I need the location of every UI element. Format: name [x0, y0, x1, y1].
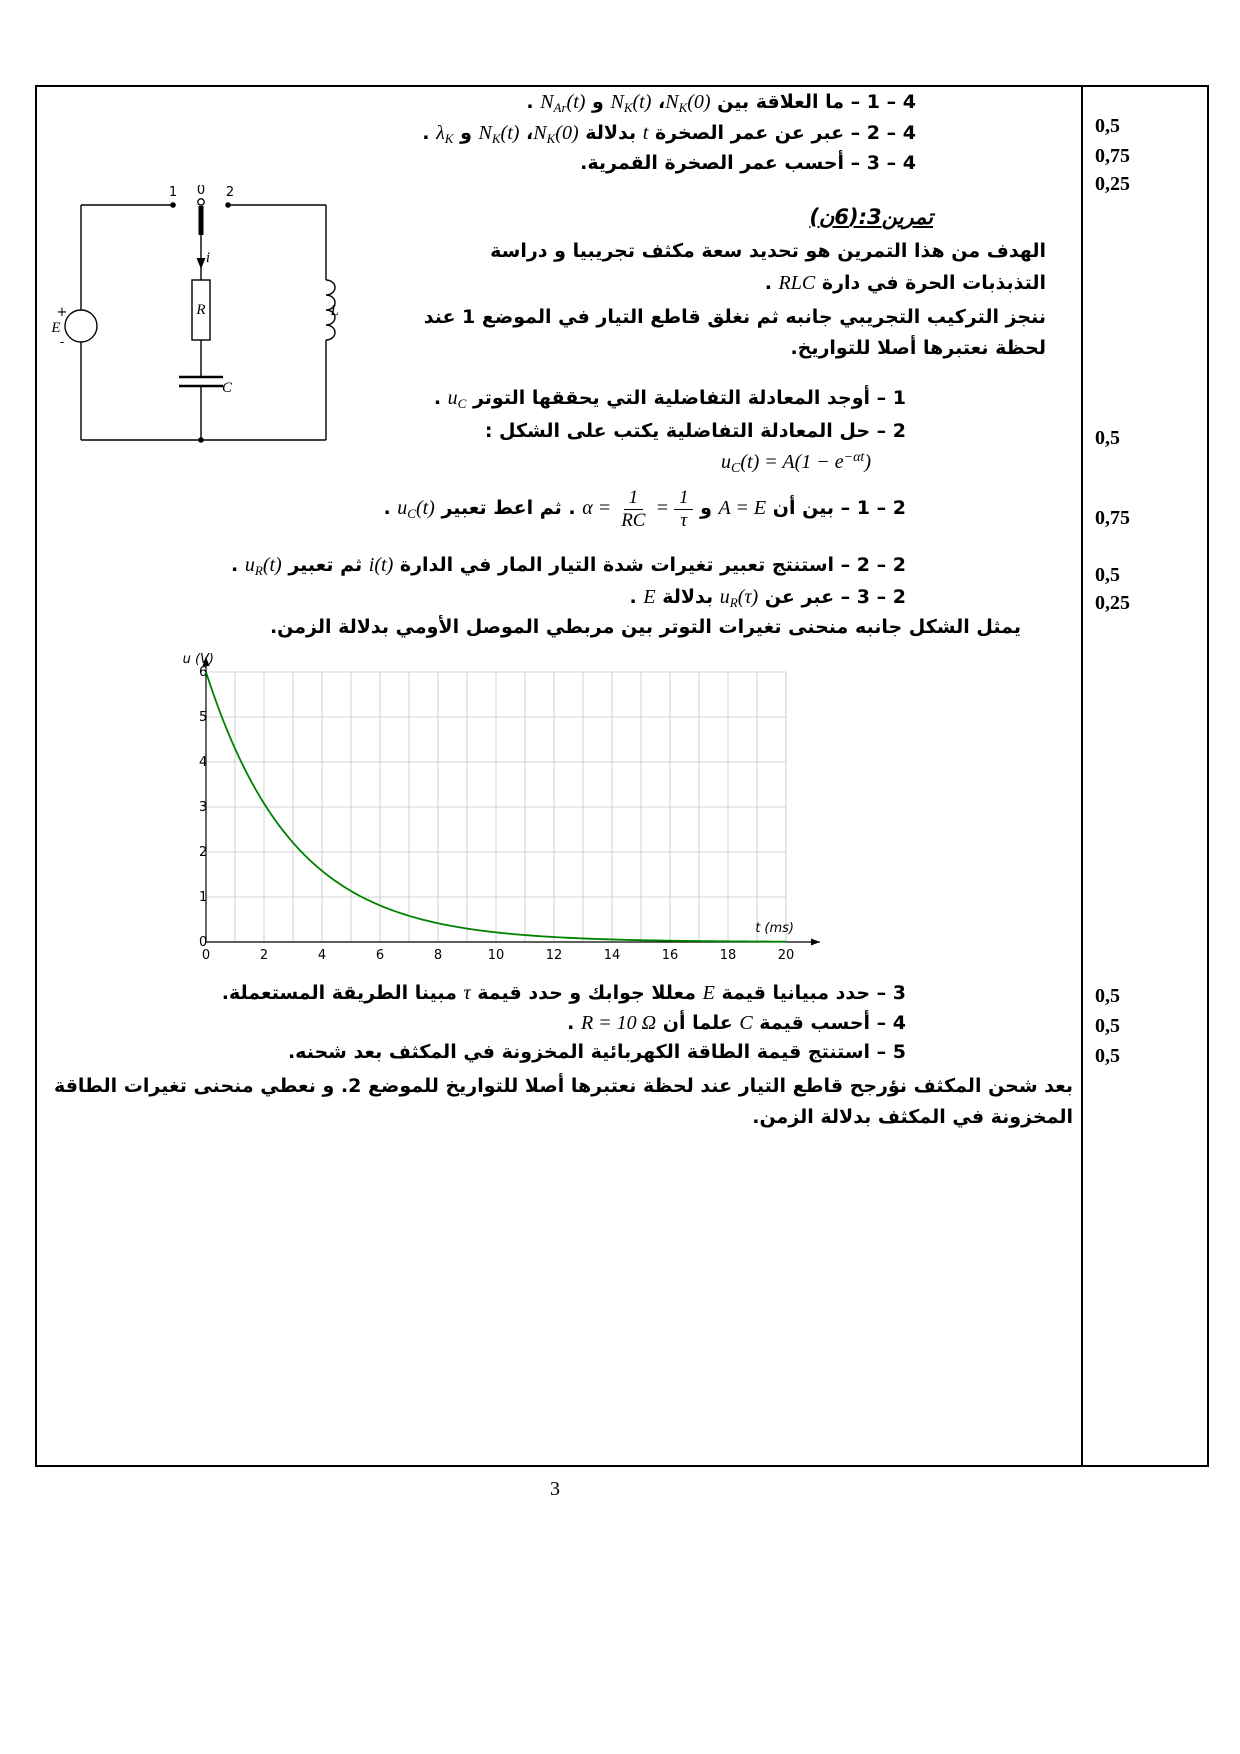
- text-segment: ثم تعبير: [281, 554, 369, 576]
- math-expression: [436, 122, 453, 144]
- switch-pivot: [198, 199, 204, 205]
- question-3: [222, 980, 906, 1007]
- math-expression: [779, 272, 816, 294]
- question-4: [567, 1010, 906, 1037]
- x-tick-label: 20: [777, 948, 795, 963]
- text-segment: .: [433, 387, 448, 409]
- x-tick-label: 0: [201, 948, 211, 963]
- math-segment: (t): [415, 496, 435, 519]
- math-segment: N: [533, 122, 547, 144]
- mark-value: 0,25: [1095, 173, 1130, 195]
- text-segment: و: [585, 91, 611, 113]
- exercise-3-intro-line-2: [765, 270, 1046, 297]
- y-tick-label: 2: [199, 845, 208, 860]
- junction-node: [198, 437, 204, 443]
- math-segment: K: [678, 100, 688, 115]
- math-segment: λ: [436, 122, 445, 144]
- text-segment: ،: [651, 91, 666, 113]
- text-segment: و: [453, 122, 479, 144]
- text-segment: .: [629, 586, 644, 608]
- math-segment: α =: [582, 496, 617, 519]
- math-segment: τ: [463, 982, 471, 1004]
- page-frame: [35, 85, 1209, 1467]
- exercise-3-intro-line-3: ننجز التركيب التجريبي جانبه ثم نغلق قاطع التيار في الموضع 1 عند: [423, 306, 1046, 328]
- voltage-time-graph: [176, 647, 851, 981]
- x-tick-label: 6: [375, 948, 385, 963]
- text-segment: 2 – 2 – استنتج تعبير تغيرات شدة التيار المار في الدارة: [393, 554, 906, 576]
- math-segment: (t): [566, 91, 586, 113]
- math-segment: u: [244, 554, 255, 576]
- text-segment: مبينا الطريقة المستعملة.: [221, 982, 464, 1004]
- x-tick-label: 4: [317, 948, 327, 963]
- mark-value: 0,25: [1095, 592, 1130, 614]
- x-tick-label: 10: [487, 948, 505, 963]
- math-segment: K: [491, 131, 501, 146]
- fraction-numerator: 1: [624, 487, 644, 510]
- exercise-3-intro-line-1: الهدف من هذا التمرين هو تحديد سعة مكثف تجريبيا و دراسة: [490, 240, 1046, 262]
- math-expression: [720, 586, 758, 608]
- text-segment: علما أن: [656, 1012, 740, 1034]
- math-segment: Ar: [553, 100, 567, 115]
- solution-formula: [721, 449, 871, 477]
- text-segment: التذبذبات الحرة في دارة: [815, 272, 1046, 294]
- capacitor-label: C: [221, 380, 232, 396]
- math-segment: −αt: [843, 450, 865, 465]
- switch-position-0-label: 0: [196, 185, 206, 198]
- math-segment: C: [731, 461, 741, 476]
- math-segment: i(t): [368, 554, 394, 576]
- math-segment: N: [478, 122, 492, 144]
- x-tick-label: 8: [433, 948, 443, 963]
- closing-line-2: المخزونة في المكثف بدلالة الزمن.: [752, 1106, 1073, 1128]
- question-2-1: [383, 487, 906, 532]
- source-label: E: [51, 320, 61, 336]
- math-expression: [533, 122, 578, 144]
- math-segment: u: [447, 387, 458, 409]
- math-expression: [369, 554, 393, 576]
- text-segment: 1 – أوجد المعادلة التفاضلية التي يحققها التوتر: [466, 387, 906, 409]
- math-expression: [582, 487, 693, 531]
- math-expression: [703, 982, 715, 1004]
- math-expression: [540, 91, 585, 113]
- math-segment: K: [444, 131, 454, 146]
- switch-position-1-label: 1: [168, 185, 178, 200]
- closing-line-1: بعد شحن المكثف نؤرجح قاطع التيار عند لحظة نعتبرها أصلا للتواريخ للموضع 2. و نعطي منحنى تغيرات الطاقة: [53, 1075, 1073, 1097]
- math-segment: K: [546, 131, 556, 146]
- switch-contact-2: [225, 202, 231, 208]
- math-segment: N: [610, 91, 624, 113]
- chart-svg: [176, 647, 851, 977]
- math-segment: (0): [687, 91, 711, 113]
- math-expression: [245, 554, 282, 576]
- text-segment: 3 – حدد مبيانيا قيمة: [714, 982, 906, 1004]
- math-segment: N: [665, 91, 679, 113]
- math-segment: C: [457, 396, 467, 411]
- text-segment: معللا جوابك و حدد قيمة: [470, 982, 703, 1004]
- math-expression: [719, 497, 767, 519]
- math-expression: [643, 586, 655, 608]
- y-tick-label: 6: [199, 665, 208, 680]
- x-tick-label: 12: [545, 948, 563, 963]
- fraction-denominator: τ: [680, 509, 688, 531]
- math-segment: u: [397, 496, 408, 519]
- math-segment: (t): [500, 122, 520, 144]
- text-segment: ،: [519, 122, 534, 144]
- exercise-3-title: تمرين3:(6ن): [809, 205, 933, 229]
- math-segment: A = E: [718, 496, 767, 519]
- x-axis-title: t (ms): [755, 921, 794, 936]
- text-segment: 2 – 1 – بين أن: [766, 496, 906, 519]
- math-expression: [739, 1012, 752, 1034]
- current-arrow: [197, 258, 206, 269]
- math-segment: R: [254, 563, 263, 578]
- math-segment: K: [623, 100, 633, 115]
- y-tick-label: 3: [199, 800, 208, 815]
- math-segment: ): [864, 451, 871, 473]
- x-tick-label: 2: [259, 948, 269, 963]
- mark-value: 0,5: [1095, 1015, 1120, 1037]
- math-segment: (t) = A(1 − e: [740, 451, 844, 473]
- text-segment: 2 – 3 – عبر عن: [758, 586, 906, 608]
- text-segment: .: [422, 122, 437, 144]
- mark-value: 0,5: [1095, 115, 1120, 137]
- text-segment: .: [383, 496, 398, 519]
- question-4-3: 4 – 3 – أحسب عمر الصخرة القمرية.: [580, 152, 916, 174]
- y-axis-title: u (V): [182, 652, 214, 667]
- text-segment: و: [693, 496, 719, 519]
- math-expression: [479, 122, 520, 144]
- current-label: i: [205, 250, 210, 266]
- text-segment: بدلالة: [655, 586, 720, 608]
- text-segment: 4 – 2 – عبر عن عمر الصخرة: [648, 122, 916, 144]
- y-tick-label: 0: [199, 935, 208, 950]
- question-4-1: [526, 89, 916, 117]
- switch-contact-1: [170, 202, 176, 208]
- mark-value: 0,5: [1095, 427, 1120, 449]
- circuit-svg: [46, 185, 351, 453]
- math-expression: [581, 1012, 656, 1034]
- fraction-denominator: RC: [621, 509, 646, 531]
- fraction-numerator: 1: [674, 487, 694, 510]
- text-segment: .: [567, 1012, 581, 1034]
- math-segment: N: [540, 91, 554, 113]
- x-tick-label: 16: [661, 948, 679, 963]
- question-2-2: [231, 552, 906, 580]
- question-5: 5 – استنتج قيمة الطاقة الكهربائية المخزونة في المكثف بعد شحنه.: [287, 1041, 906, 1063]
- text-segment: 4 – أحسب قيمة: [752, 1012, 906, 1034]
- mark-value: 0,75: [1095, 507, 1130, 529]
- text-segment: . ثم اعط تعبير: [434, 496, 583, 519]
- fraction: [616, 487, 650, 532]
- math-segment: =: [650, 496, 674, 519]
- math-segment: C: [407, 505, 416, 521]
- fraction: [674, 487, 694, 532]
- math-segment: R = 10 Ω: [580, 1012, 657, 1034]
- switch-position-2-label: 2: [225, 185, 235, 200]
- source-plus-sign: +: [56, 305, 68, 320]
- math-expression: [721, 450, 871, 476]
- math-segment: (t): [262, 554, 282, 576]
- resistor-label: R: [196, 302, 206, 318]
- math-segment: (0): [555, 122, 579, 144]
- math-segment: C: [739, 1012, 753, 1034]
- text-segment: بدلالة: [578, 122, 643, 144]
- exercise-3-intro-line-4: لحظة نعتبرها أصلا للتواريخ.: [790, 337, 1046, 359]
- math-segment: E: [643, 586, 656, 608]
- x-tick-label: 18: [719, 948, 737, 963]
- y-tick-label: 1: [199, 890, 208, 905]
- x-axis-arrow: [811, 939, 820, 946]
- math-expression: [397, 497, 435, 519]
- math-expression: [610, 91, 651, 113]
- y-tick-label: 4: [199, 755, 208, 770]
- math-segment: R: [729, 595, 738, 610]
- math-segment: (τ): [737, 586, 759, 608]
- text-segment: 4 – 1 – ما العلاقة بين: [710, 91, 916, 113]
- mark-value: 0,5: [1095, 985, 1120, 1007]
- y-tick-label: 5: [199, 710, 208, 725]
- math-expression: [665, 91, 710, 113]
- math-segment: u: [719, 586, 730, 608]
- math-segment: u: [721, 451, 732, 473]
- x-tick-label: 14: [603, 948, 621, 963]
- math-expression: [463, 982, 470, 1004]
- mark-value: 0,75: [1095, 145, 1130, 167]
- text-segment: .: [764, 272, 779, 294]
- main-content: [37, 87, 1081, 1465]
- question-1: [434, 385, 906, 413]
- voltage-source-symbol: [65, 310, 97, 342]
- question-2: 2 – حل المعادلة التفاضلية يكتب على الشكل :: [484, 420, 906, 442]
- math-segment: RLC: [778, 272, 816, 294]
- question-4-2: [422, 120, 916, 148]
- math-segment: E: [702, 982, 715, 1004]
- math-expression: [448, 387, 467, 409]
- math-segment: (t): [632, 91, 652, 113]
- graph-caption: يمثل الشكل جانبه منحنى تغيرات التوتر بين مربطي الموصل الأومي بدلالة الزمن.: [269, 616, 1021, 638]
- mark-value: 0,5: [1095, 564, 1120, 586]
- marks-column: [1081, 87, 1207, 1465]
- circuit-diagram: [46, 185, 351, 457]
- page-number: 3: [550, 1478, 560, 1500]
- question-2-3: [630, 584, 906, 612]
- mark-value: 0,5: [1095, 1045, 1120, 1067]
- text-segment: .: [526, 91, 541, 113]
- math-segment: t: [642, 122, 649, 144]
- text-segment: .: [231, 554, 245, 576]
- source-minus-sign: -: [59, 335, 65, 350]
- inductor-label: L: [330, 303, 339, 319]
